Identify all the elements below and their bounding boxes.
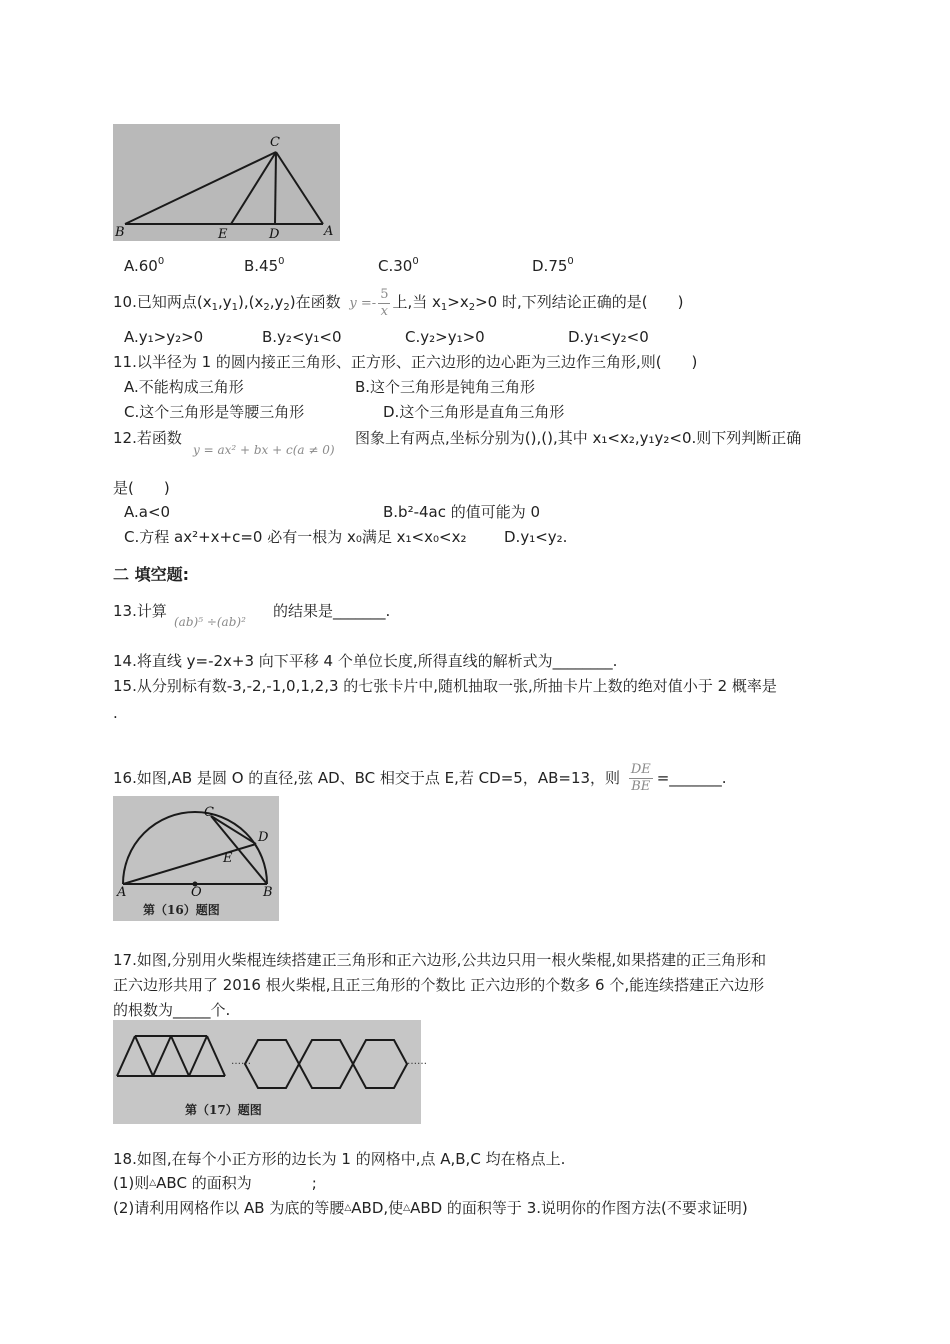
fig9-label-d: D [269,227,280,242]
q16-fraction: $\frac{DE}{BE}$ [630,762,651,794]
q11-option-c: C.这个三角形是等腰三角形 [124,403,305,421]
q16-stem: 16.如图,AB 是圆 O 的直径,弦 AD、BC 相交于点 E,若 CD=5，AB=13，则 $\frac{DE}{BE}$ =_______. [113,762,727,794]
q18-part2: (2)请利用网格作以 AB 为底的等腰△ABD,使△ABD 的面积等于 3.说明你的作图方法(不要求证明) [113,1199,748,1217]
q11-option-d: D.这个三角形是直角三角形 [383,403,565,421]
q10-option-d: D.y₁<y₂<0 [568,328,649,346]
q10-option-c: C.y₂>y₁>0 [405,328,485,346]
q18-part1: (1)则△ABC 的面积为 ; [113,1174,317,1192]
fig16-label-b: B [263,885,273,900]
fig17-dots-2: …… [407,1056,427,1067]
fig9-label-b: B [115,225,125,240]
section-2-heading: 二 填空题: [113,565,189,584]
q17-stem-line3: 的根数为_____个. [113,1001,231,1019]
q12-formula: y = ax² + bx + c(a ≠ 0) [193,443,335,457]
q15-stem-line1: 15.从分别标有数-3,-2,-1,0,1,2,3 的七张卡片中,随机抽取一张,所抽卡片上数的绝对值小于 2 概率是 [113,677,777,695]
q12-option-d: D.y₁<y₂. [504,528,568,546]
q13-stem-cont: 的结果是_______. [273,602,391,620]
question-17-figure [113,1020,427,1124]
fig16-label-d: D [258,830,269,845]
fig16-caption: 第（16）题图 [143,903,220,917]
q10-formula: y =- $\frac{5}{x}$ [349,287,389,319]
q12-stem: 12.若函数 [113,429,182,447]
q15-stem-line2: . [113,704,118,722]
q18-stem-line1: 18.如图,在每个小正方形的边长为 1 的网格中,点 A,B,C 均在格点上. [113,1150,566,1168]
q12-option-b: B.b²-4ac 的值可能为 0 [383,503,541,521]
q13-stem: 13.计算 [113,602,167,620]
q11-stem: 11.以半径为 1 的圆内接正三角形、正方形、正六边形的边心距为三边作三角形,则( ) [113,353,698,371]
fig16-label-o: O [191,885,202,900]
fig16-label-c: C [204,805,214,820]
q9-option-b: $B.45^0$ [244,256,285,275]
q12-option-a: A.a<0 [124,503,171,521]
q10-option-b: B.y₂<y₁<0 [262,328,342,346]
q17-stem-line2: 正六边形共用了 2016 根火柴棍,且正三角形的个数比 正六边形的个数多 6 个,能连续搭建正六边形 [113,976,765,994]
question-16-figure [113,796,279,921]
q10-stem: 10.已知两点$(x_1,y_1),(x_2,y_2)$在函数 y =- $\frac{5}{x}$ 上,当 $x_1>x_2>0$ 时,下列结论正确的是( ) [113,287,684,319]
q17-stem-line1: 17.如图,分别用火柴棍连续搭建正三角形和正六边形,公共边只用一根火柴棍,如果搭建的正三角形和 [113,951,767,969]
q12-option-c: C.方程 ax²+x+c=0 必有一根为 x₀满足 x₁<x₀<x₂ [124,528,467,546]
q11-option-a: A.不能构成三角形 [124,378,244,396]
q14-stem: 14.将直线 y=-2x+3 向下平移 4 个单位长度,所得直线的解析式为________. [113,652,618,670]
fig9-label-e: E [218,227,228,242]
q13-formula: (ab)⁵ ÷(ab)² [174,615,246,629]
fig16-label-a: A [117,885,127,900]
q10-option-a: A.y₁>y₂>0 [124,328,204,346]
fig17-caption: 第（17）题图 [185,1103,262,1117]
q9-option-d: $D.75^0$ [532,256,574,275]
question-9-figure [113,124,340,241]
q11-option-b: B.这个三角形是钝角三角形 [355,378,536,396]
fig9-label-a: A [324,224,334,239]
q12-stem-cont: 图象上有两点,坐标分别为(),(),其中 x₁<x₂,y₁y₂<0.则下列判断正确 [355,429,802,447]
fig17-dots-1: …… [231,1056,251,1067]
fig9-label-c: C [270,135,280,150]
fig16-label-e: E [223,851,233,866]
q9-option-c: $C.30^0$ [378,256,419,275]
q12-stem-line2: 是( ) [113,479,170,497]
q9-option-a: $A.60^0$ [124,256,165,275]
